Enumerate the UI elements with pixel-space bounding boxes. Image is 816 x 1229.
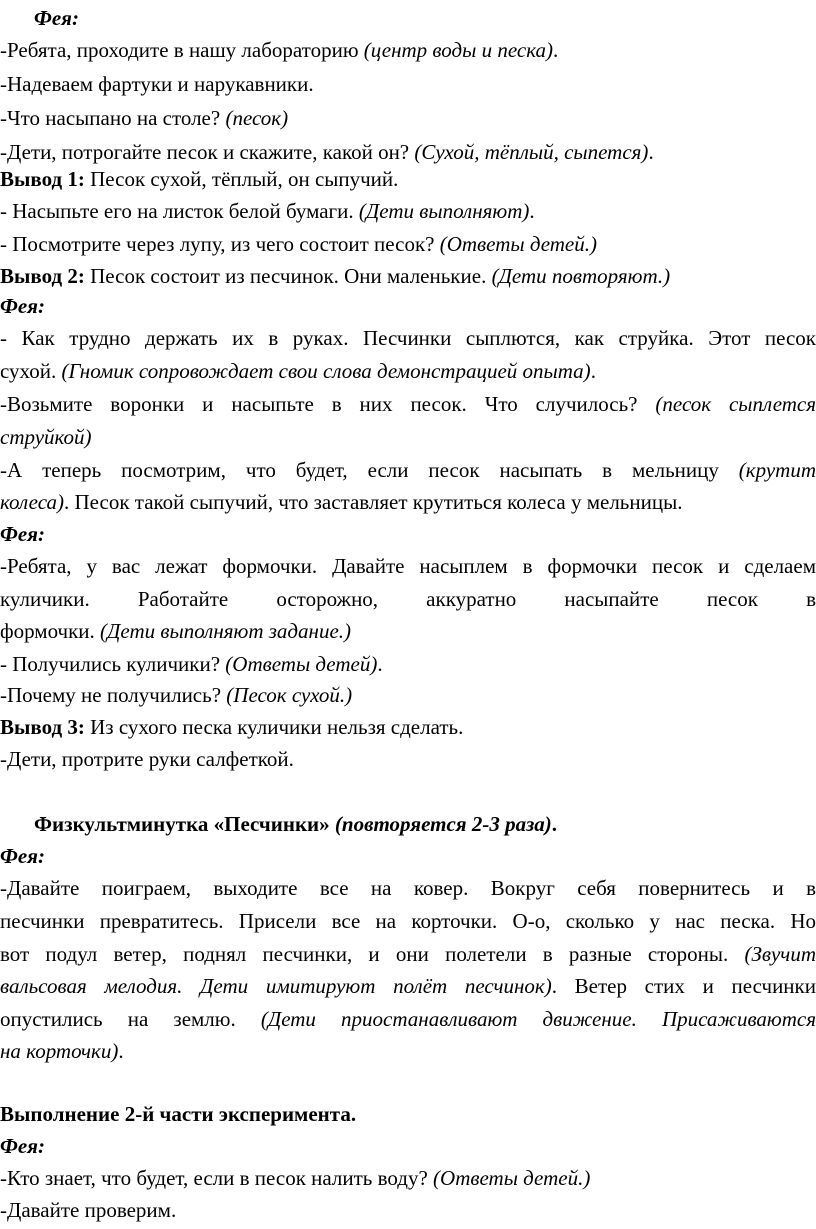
text-line: формочки. (Дети выполняют задание.)	[0, 619, 352, 643]
text-line: колеса). Песок такой сыпучий, что заставляет крутиться колеса у мельницы.	[0, 490, 683, 514]
text-line: - Насыпьте его на листок белой бумаги. (Дети выполняют).	[0, 199, 535, 223]
section-heading: Физкультминутка «Песчинки» (повторяется 2-3 раза).	[34, 812, 558, 836]
text-line: -Возьмите воронки и насыпьте в них песок. Что случилось? (песок сыплется	[0, 392, 816, 416]
speaker-label: Фея:	[0, 522, 45, 546]
conclusion-line: Вывод 2: Песок состоит из песчинок. Они маленькие. (Дети повторяют.)	[0, 264, 671, 288]
speaker-label: Фея:	[0, 1134, 45, 1158]
text-line: - Посмотрите через лупу, из чего состоит песок? (Ответы детей.)	[0, 232, 597, 256]
text-line: вот подул ветер, поднял песчинки, и они полетели в разные стороны. (Звучит	[0, 942, 816, 966]
text-line: -Давайте проверим.	[0, 1198, 177, 1222]
text-line: -Кто знает, что будет, если в песок налить воду? (Ответы детей.)	[0, 1166, 591, 1190]
text-line: песчинки превратитесь. Присели все на корточки. О-о, сколько у нас песка. Но	[0, 909, 816, 933]
text-line: сухой. (Гномик сопровождает свои слова демонстрацией опыта).	[0, 359, 596, 383]
section-heading: Выполнение 2-й части эксперимента.	[0, 1102, 357, 1126]
speaker-label: Фея:	[0, 844, 45, 868]
speaker-label: Фея:	[0, 294, 45, 318]
text-line: -Надеваем фартуки и нарукавники.	[0, 72, 314, 96]
conclusion-line: Вывод 1: Песок сухой, тёплый, он сыпучий.	[0, 167, 399, 191]
text-line: на корточки).	[0, 1039, 124, 1063]
text-line: -Почему не получились? (Песок сухой.)	[0, 683, 353, 707]
speaker-label: Фея:	[34, 6, 79, 30]
text-line: -Ребята, у вас лежат формочки. Давайте насыплем в формочки песок и сделаем	[0, 554, 816, 578]
text-line: -А теперь посмотрим, что будет, если песок насыпать в мельницу (крутит	[0, 458, 816, 482]
text-line: струйкой)	[0, 425, 92, 449]
text-line: - Получились куличики? (Ответы детей).	[0, 652, 383, 676]
conclusion-line: Вывод 3: Из сухого песка куличики нельзя сделать.	[0, 715, 464, 739]
text-line: -Давайте поиграем, выходите все на ковер. Вокруг себя повернитесь и в	[0, 876, 816, 900]
text-line: -Что насыпано на столе? (песок)	[0, 106, 289, 130]
text-line: куличики. Работайте осторожно, аккуратно насыпайте песок в	[0, 587, 816, 611]
text-line: -Дети, потрогайте песок и скажите, какой он? (Сухой, тёплый, сыпется).	[0, 140, 654, 164]
text-line: -Ребята, проходите в нашу лабораторию (центр воды и песка).	[0, 38, 559, 62]
text-line: опустились на землю. (Дети приостанавливают движение. Присаживаются	[0, 1007, 816, 1031]
text-line: - Как трудно держать их в руках. Песчинки сыплются, как струйка. Этот песок	[0, 326, 816, 350]
text-line: -Дети, протрите руки салфеткой.	[0, 747, 294, 771]
text-line: вальсовая мелодия. Дети имитируют полёт песчинок). Ветер стих и песчинки	[0, 974, 816, 998]
